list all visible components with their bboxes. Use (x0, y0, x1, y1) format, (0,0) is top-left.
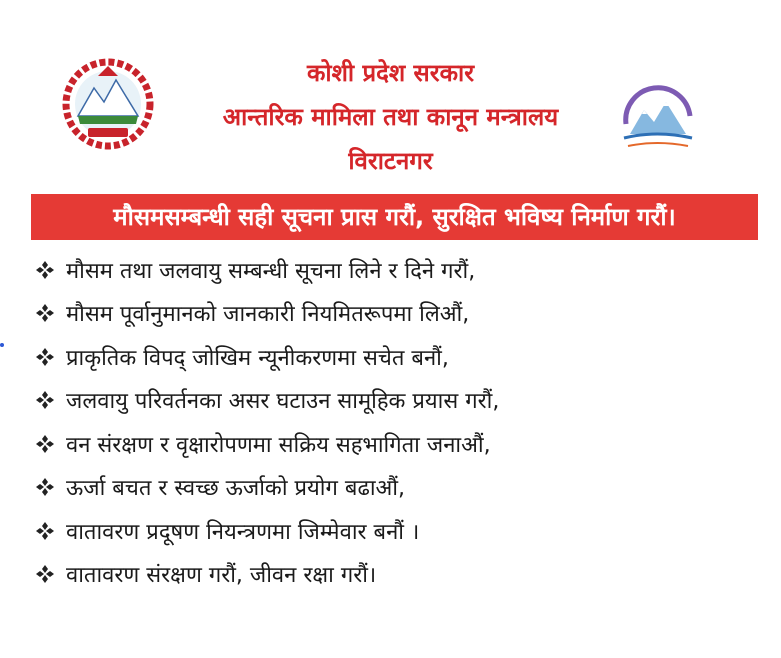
diamond-bullet-icon (34, 346, 56, 368)
point-text: वातावरण संरक्षण गरौं, जीवन रक्षा गरौं। (66, 563, 377, 589)
list-item (34, 292, 754, 336)
city-title: विराटनगर (348, 147, 433, 175)
koshi-tourism-logo-icon (612, 76, 702, 160)
diamond-bullet-icon (34, 259, 56, 281)
list-item (34, 422, 754, 466)
diamond-bullet-icon (34, 302, 56, 324)
point-text: ऊर्जा बचत र स्वच्छ ऊर्जाको प्रयोग बढाऔं, (66, 476, 406, 502)
margin-dot (0, 343, 4, 347)
point-text: मौसम तथा जलवायु सम्बन्धी सूचना लिने र दिने गरौं, (66, 258, 476, 284)
list-item (34, 466, 754, 510)
list-item (34, 553, 754, 597)
diamond-bullet-icon (34, 433, 56, 455)
list-item (34, 509, 754, 553)
diamond-bullet-icon (34, 563, 56, 585)
list-item (34, 248, 754, 292)
point-text: मौसम पूर्वानुमानको जानकारी नियमितरूपमा लिऔं, (66, 302, 470, 328)
point-text: जलवायु परिवर्तनका असर घटाउन सामूहिक प्रयास गरौं, (66, 389, 500, 415)
point-text: वन संरक्षण र वृक्षारोपणमा सक्रिय सहभागिता जनाऔं, (66, 432, 491, 458)
ministry-title: आन्तरिक मामिला तथा कानून मन्त्रालय (222, 103, 559, 131)
diamond-bullet-icon (34, 520, 56, 542)
diamond-bullet-icon (34, 476, 56, 498)
point-text: वातावरण प्रदूषण नियन्त्रणमा जिम्मेवार बनौं । (66, 519, 420, 545)
awareness-points-list (34, 248, 754, 596)
slogan-banner: मौसमसम्बन्धी सही सूचना प्रास गरौं, सुरक्षित भविष्य निर्माण गरौं। (31, 194, 758, 240)
header (0, 50, 781, 190)
diamond-bullet-icon (34, 389, 56, 411)
government-title: कोशी प्रदेश सरकार (306, 59, 475, 87)
list-item (34, 379, 754, 423)
list-item (34, 335, 754, 379)
point-text: प्राकृतिक विपद् जोखिम न्यूनीकरणमा सचेत बनौं, (66, 345, 449, 371)
